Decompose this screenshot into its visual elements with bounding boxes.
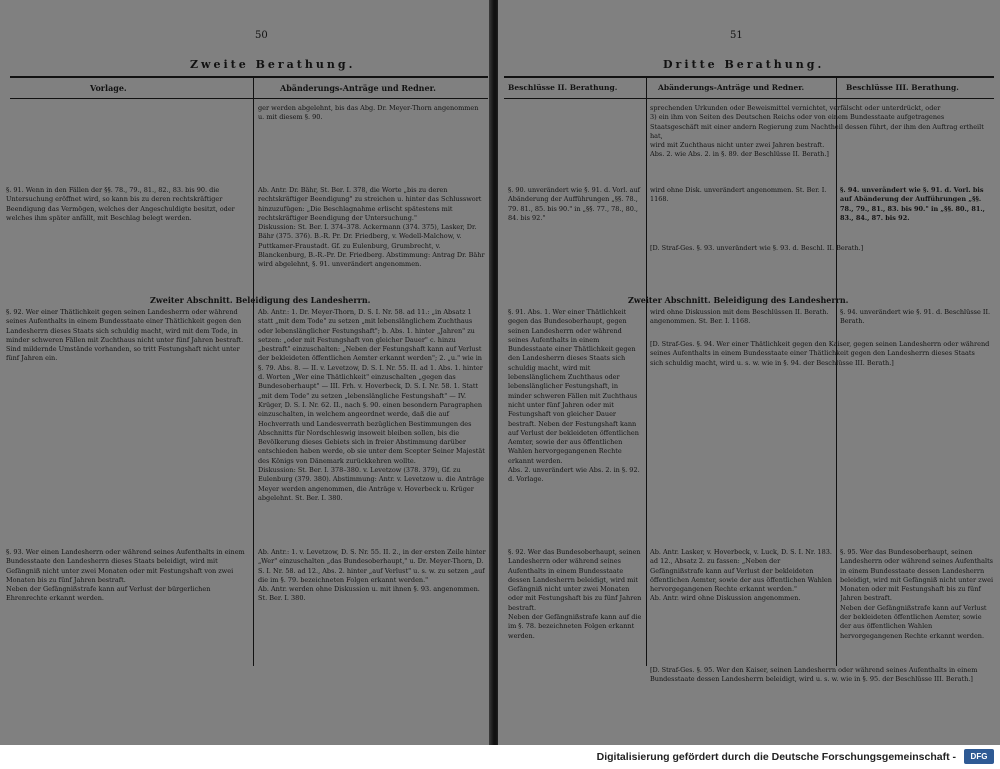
text-block: Ab. Antr.: 1. Dr. Meyer-Thorn, D. S. I. Nr. 58. ad 11.: „in Absatz 1 statt „mit dem Tode" zu setzen „mit lebenslänglichem Zuchthaus oder lebenslänglicher Festungshaft"; b. Abs. 1. hinter „Jahren" zu setzen: „oder mit Festungshaft von gleicher Dauer" c. hinzu „bestraft" einzuschalten: „Neben der Festungshaft kann auf Verlust der bekleideten öffentlichen Aemter erkannt werden"; 2. „u." wie in §. 79. Abs. 8. — II. v. Levetzow, D. S. I. Nr. 55. II. ad 1. Abs. 1. hinter d. Worten „Wer eine Thätlichkeit" einzuschalten „gegen das Bundesoberhaupt" — III. Frh. v. Hoverbeck, D. S. I. Nr. 58. 1. Statt „mit dem Tode" zu setzen „lebenslängliche Festungshaft" — IV. Krüger, D. S. I. Nr. 62. II., nach §. 90. einen besondern Paragraphen einzuschalten, in welchem angeordnet werde, daß die auf Hochverrath und Landesverrath bezüglichen Bestimmungen des Abschnitts für Nordschleswig insoweit bleiben sollen, bis die Bevölkerung dieses Gebiets sich in freier Abstimmung darüber entschieden haben werde, ob sie unter dem Scepter Seiner Majestät des Königs von Dänemark zurückkehren wollte. Diskussion: St. Ber. I. 378–380. v. Levetzow (378. 379), Gf. zu Eulenburg (379. 380). Abstimmung: Antr. v. Levetzow u. die Anträge Meyer werden angenommen, die Anträge v. Hoverbeck u. Krüger abgelehnt. St. Ber. I. 380. <box>258 308 485 502</box>
column-header: Abänderungs-Anträge und Redner. <box>280 83 436 93</box>
text-block: §. 92. Wer einer Thätlichkeit gegen seinen Landesherrn oder während seines Aufenthalts in einem Bundesstaate einer Thätlichkeit gegen den Landesherrn dieses Staats sich schuldig macht, wird mit dem Tode, in minder schweren Fällen mit Zuchthaus nicht unter fünf Jahren bestraft. Sind mildernde Umstände vorhanden, so tritt Festungshaft nicht unter fünf Jahren ein. <box>6 308 244 363</box>
column-divider <box>646 76 647 666</box>
text-block: Ab. Antr. Dr. Bähr, St. Ber. I. 378, die Worte „bis zu deren rechtskräftiger Beendigung" zu streichen u. hinter das Schlusswort hinzuzufügen: „Die Beschlagnahme erlischt spätestens mit rechtskräftiger Beendigung der Untersuchung." Diskussion: St. Ber. I. 374–378. Ackermann (374. 375), Lasker, Dr. Bähr (375. 376). B.-R. Pr. Dr. Friedberg, v. Wedell-Malchow, v. Puttkamer-Fraustadt. Gf. zu Eulenburg, Grumbrecht, v. Blanckenburg, B.-R.-Pr. Dr. Friedberg. Abstimmung: Antrag Dr. Bähr wird abgelehnt, §. 91. unverändert angenommen. <box>258 186 485 269</box>
footer <box>0 745 1000 769</box>
text-block: [D. Straf-Ges. §. 94. Wer einer Thätlichkeit gegen den Kaiser, gegen seinen Landesherrn oder während seines Aufenthalts in einem Bundesstaate einer Thätlichkeit gegen den Landesherrn dieses Staats sich schuldig macht, wird u. s. w. wie in §. 94. der Beschlüsse III. Berath.] <box>650 340 990 367</box>
rule <box>10 98 488 99</box>
column-header: Beschlüsse III. Berathung. <box>846 83 959 92</box>
text-block: §. 91. Wenn in den Fällen der §§. 78., 79., 81., 82., 83. bis 90. die Untersuchung eröffnet wird, so kann bis zu deren rechtskräftiger Beendigung das Vermögen, welches der Angeschuldigte besitzt, oder welches ihm später anfällt, mit Beschlag belegt werden. <box>6 186 235 222</box>
text-block: §. 91. Abs. 1. Wer einer Thätlichkeit gegen das Bundesoberhaupt, gegen seinen Landesherrn oder während seines Aufenthalts in einem Bundesstaate einer Thätlichkeit gegen den Landesherrn dieses Staats sich schuldig macht, wird mit lebenslänglichem Zuchthaus oder lebenslänglicher Festungshaft, in minder schweren Fällen mit Zuchthaus nicht unter fünf Jahren oder mit Festungshaft von gleicher Dauer bestraft. Neben der Festungshaft kann auf Verlust der bekleideten öffentlichen Aemter, sowie der aus öffentlichen Wahlen hervorgegangenen Rechte erkannt werden. Abs. 2. unverändert wie Abs. 2. in §. 92. d. Vorlage. <box>508 308 640 484</box>
right-page <box>498 0 1000 745</box>
column-header: Abänderungs-Anträge und Redner. <box>658 83 805 92</box>
column-divider <box>253 76 254 666</box>
text-block: §. 95. Wer das Bundesoberhaupt, seinen Landesherrn oder während seines Aufenthalts in einem Bundesstaate dessen Landesherrn beleidigt, wird mit Gefängniß nicht unter zwei Monaten oder mit Festungshaft bis zu fünf Jahren bestraft. Neben der Gefängnißstrafe kann auf Verlust der bekleideten öffentlichen Aemter, sowie der aus öffentlichen Wahlen hervorgegangenen Rechte erkannt werden. <box>840 548 994 640</box>
text-block: sprechenden Urkunden oder Beweismittel vernichtet, verfälscht oder unterdrückt, oder 3) ein ihm von Seiten des Deutschen Reichs oder von einem Bundesstaate aufgetragenes Staatsgeschäft mit einer andern Regierung zum Nachtheil dessen führt, der ihm den Auftrag ertheilt hat, wird mit Zuchthaus nicht unter zwei Jahren bestraft. Abs. 2. wie Abs. 2. in §. 89. der Beschlüsse II. Berath.] <box>650 104 984 159</box>
rule <box>10 76 488 78</box>
rule <box>504 98 994 99</box>
page-title: Dritte Berathung. <box>663 58 825 71</box>
page-number: 51 <box>730 30 743 41</box>
text-block: §. 94. unverändert wie §. 91. d. Vorl. bis auf Abänderung der Aufführungen „§§. 78., 79., 81., 83. bis 90." in „§§. 80., 81., 83., 84., 87. bis 92. <box>840 186 985 222</box>
text-block: wird ohne Disk. unverändert angenommen. St. Ber. I. 1168. <box>650 186 827 204</box>
text-block: Ab. Antr.: 1. v. Levetzow, D. S. Nr. 55. II. 2., in der ersten Zeile hinter „Wer" einzuschalten „das Bundesoberhaupt," u. Dr. Meyer-Thorn, D. S. I. Nr. 58. ad 12., Abs. 2. hinter „auf Verlust" u. s. w. zu setzen „auf die im §. 79. bezeichneten Folgen erkannt werden." Ab. Antr. werden ohne Diskussion u. mit ihnen §. 93. angenommen. St. Ber. I. 380. <box>258 548 486 603</box>
text-block: [D. Straf-Ges. §. 93. unverändert wie §. 93. d. Beschl. II. Berath.] <box>650 244 864 252</box>
text-block: wird ohne Diskussion mit dem Beschlüssen II. Berath. angenommen. St. Ber. I. 1168. <box>650 308 829 326</box>
text-block: §. 92. Wer das Bundesoberhaupt, seinen Landesherrn oder während seines Aufenthalts in einem Bundesstaate dessen Landesherrn beleidigt, wird mit Gefängniß nicht unter zwei Monaten oder mit Festungshaft bis zu fünf Jahren bestraft. Neben der Gefängnißstrafe kann auf die im §. 78. bezeichneten Folgen erkannt werden. <box>508 548 642 640</box>
dfg-logo-icon[interactable]: DFG <box>964 749 994 764</box>
rule <box>504 76 994 78</box>
funding-notice: Digitalisierung gefördert durch die Deutsche Forschungsgemeinschaft - <box>596 751 956 763</box>
text-block: ger werden abgelehnt, bis das Abg. Dr. Meyer-Thorn angenommen u. mit diesem §. 90. <box>258 104 479 122</box>
left-page <box>0 0 492 745</box>
text-block: Ab. Antr. Lasker, v. Hoverbeck, v. Luck, D. S. I. Nr. 183. ad 12., Absatz 2. zu fassen: „Neben der Gefängnißstrafe kann auf Verlust der bekleideten öffentlichen Aemter, sowie der aus öffentlichen Wahlen hervorgegangenen Rechte erkannt werden." Ab. Antr. wird ohne Diskussion angenommen. <box>650 548 832 603</box>
column-header: Beschlüsse II. Berathung. <box>508 83 618 92</box>
text-block: §. 93. Wer einen Landesherrn oder während seines Aufenthalts in einem Bundesstaate den Landesherrn dieses Staats beleidigt, wird mit Gefängniß nicht unter zwei Monaten oder mit Festungshaft von zwei Monaten bis zu fünf Jahren bestraft. Neben der Gefängnißstrafe kann auf Verlust der bürgerlichen Ehrenrechte erkannt werden. <box>6 548 245 603</box>
page-number: 50 <box>255 30 268 41</box>
page-title: Zweite Berathung. <box>190 58 356 71</box>
text-block: [D. Straf-Ges. §. 95. Wer den Kaiser, seinen Landesherrn oder während seines Aufenthalts in einem Bundesstaate dessen Landesherrn beleidigt, wird u. s. w. wie in §. 95. der Beschlüsse III. Berath.] <box>650 666 978 684</box>
section-heading: Zweiter Abschnitt. Beleidigung des Landesherrn. <box>628 295 849 305</box>
text-block: §. 90. unverändert wie §. 91. d. Vorl. auf Abänderung der Aufführungen „§§. 78., 79. 81., 85. bis 90." in „§§. 77., 78., 80., 84. bis 92." <box>508 186 641 222</box>
text-block: §. 94. unverändert wie §. 91. d. Beschlüsse II. Berath. <box>840 308 991 326</box>
column-header: Vorlage. <box>90 83 127 93</box>
section-heading: Zweiter Abschnitt. Beleidigung des Landesherrn. <box>150 295 371 305</box>
